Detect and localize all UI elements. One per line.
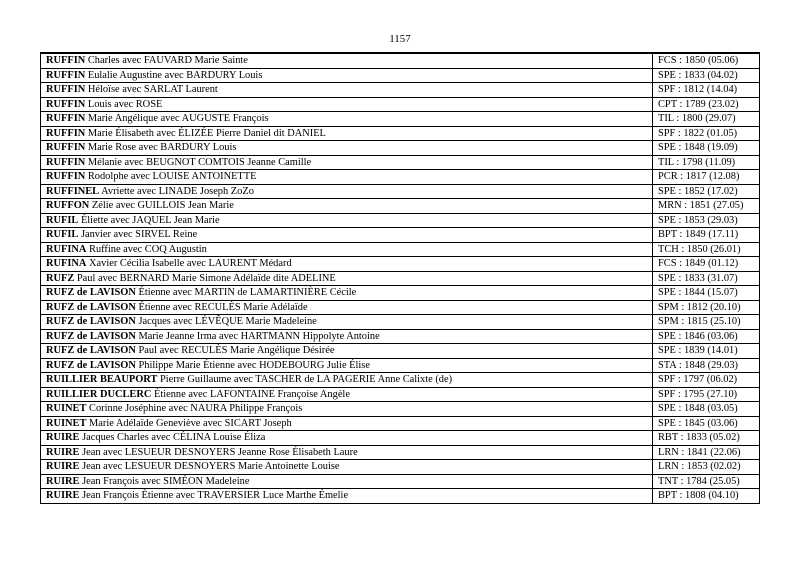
entry-spouses: Mélanie avec BEUGNOT COMTOIS Jeanne Camille <box>87 156 312 168</box>
entry-reference: TIL : 1800 (29.07) <box>653 112 760 127</box>
entry-spouses: Louis avec ROSE <box>87 98 163 110</box>
entry-reference: LRN : 1853 (02.02) <box>653 460 760 475</box>
entry-reference: SPE : 1833 (31.07) <box>653 271 760 286</box>
entry-reference: SPF : 1797 (06.02) <box>653 373 760 388</box>
entry-cell <box>41 344 653 359</box>
entry-cell <box>41 126 653 141</box>
entry-spouses: Jacques avec LÉVÊQUE Marie Madeleine <box>138 316 317 328</box>
entry-surname: RUFFIN <box>46 142 86 154</box>
entry-cell <box>41 300 653 315</box>
entry-spouses: Jean avec LESUEUR DESNOYERS Jeanne Rose Élisabeth Laure <box>82 446 358 458</box>
entry-spouses: Héloïse avec SARLAT Laurent <box>87 84 218 96</box>
entry-cell <box>41 373 653 388</box>
table-row <box>41 126 760 141</box>
entry-reference: SPE : 1844 (15.07) <box>653 286 760 301</box>
entry-reference: MRN : 1851 (27.05) <box>653 199 760 214</box>
table-row <box>41 474 760 489</box>
entry-surname: RUIRE <box>46 461 80 473</box>
entry-surname: RUINET <box>46 417 87 429</box>
entry-reference: TNT : 1784 (25.05) <box>653 474 760 489</box>
entry-surname: RUILLIER DUCLERC <box>46 388 152 400</box>
entry-surname: RUFZ de LAVISON <box>46 345 136 357</box>
entry-surname: RUFZ de LAVISON <box>46 287 136 299</box>
entry-cell <box>41 199 653 214</box>
entry-reference: LRN : 1841 (22.06) <box>653 445 760 460</box>
entry-reference: SPE : 1848 (19.09) <box>653 141 760 156</box>
entry-cell <box>41 97 653 112</box>
entry-cell <box>41 228 653 243</box>
entry-cell <box>41 112 653 127</box>
entry-spouses: Zélie avec GUILLOIS Jean Marie <box>91 200 234 212</box>
entry-reference: STA : 1848 (29.03) <box>653 358 760 373</box>
entry-cell <box>41 402 653 417</box>
entry-cell <box>41 315 653 330</box>
entry-surname: RUFZ <box>46 272 75 284</box>
entry-reference: SPE : 1852 (17.02) <box>653 184 760 199</box>
entry-reference: SPE : 1848 (03.05) <box>653 402 760 417</box>
entry-surname: RUFFIN <box>46 127 86 139</box>
entry-spouses: Marie Adélaïde Geneviève avec SICART Joseph <box>89 417 292 429</box>
table-row <box>41 489 760 504</box>
entry-surname: RUFFIN <box>46 69 86 81</box>
entry-cell <box>41 257 653 272</box>
entry-surname: RUFFIN <box>46 156 86 168</box>
entry-cell <box>41 83 653 98</box>
table-row <box>41 213 760 228</box>
entry-reference: SPE : 1833 (04.02) <box>653 68 760 83</box>
entry-surname: RUFFIN <box>46 171 86 183</box>
entry-reference: SPE : 1845 (03.06) <box>653 416 760 431</box>
entry-cell <box>41 170 653 185</box>
entry-reference: SPF : 1795 (27.10) <box>653 387 760 402</box>
entry-spouses: Paul avec BERNARD Marie Simone Adélaïde dite ADELINE <box>76 272 336 284</box>
entry-reference: FCS : 1849 (01.12) <box>653 257 760 272</box>
entry-cell <box>41 431 653 446</box>
entry-cell <box>41 460 653 475</box>
entry-reference: RBT : 1833 (05.02) <box>653 431 760 446</box>
entry-surname: RUFFIN <box>46 98 86 110</box>
entry-cell <box>41 54 653 69</box>
entry-cell <box>41 242 653 257</box>
table-row <box>41 286 760 301</box>
table-row <box>41 97 760 112</box>
entry-spouses: Avriette avec LINADE Joseph ZoZo <box>101 185 254 197</box>
table-row <box>41 387 760 402</box>
entry-surname: RUIRE <box>46 490 80 502</box>
table-row <box>41 141 760 156</box>
table-row <box>41 199 760 214</box>
table-row <box>41 170 760 185</box>
table-row <box>41 112 760 127</box>
entry-surname: RUFZ de LAVISON <box>46 316 136 328</box>
table-row <box>41 257 760 272</box>
entry-spouses: Marie Angélique avec AUGUSTE François <box>87 113 269 125</box>
table-row <box>41 460 760 475</box>
entry-spouses: Étienne avec RECULÈS Marie Adélaïde <box>138 301 308 313</box>
entry-reference: SPM : 1815 (25.10) <box>653 315 760 330</box>
entry-cell <box>41 155 653 170</box>
entry-spouses: Marie Jeanne Irma avec HARTMANN Hippolyte Antoine <box>138 330 380 342</box>
table-row <box>41 445 760 460</box>
table-row <box>41 416 760 431</box>
entry-cell <box>41 286 653 301</box>
entry-spouses: Étienne avec MARTIN de LAMARTINIÈRE Cécile <box>138 287 357 299</box>
entry-surname: RUFFIN <box>46 55 86 67</box>
entry-cell <box>41 271 653 286</box>
entry-spouses: Marie Rose avec BARDURY Louis <box>87 142 237 154</box>
entry-spouses: Étienne avec LAFONTAINE Françoise Angèle <box>153 388 350 400</box>
entry-cell <box>41 387 653 402</box>
entry-reference: SPE : 1853 (29.03) <box>653 213 760 228</box>
entry-reference: PCR : 1817 (12.08) <box>653 170 760 185</box>
entry-cell <box>41 184 653 199</box>
entry-spouses: Pierre Guillaume avec TASCHER de LA PAGERIE Anne Calixte (de) <box>159 374 453 386</box>
entry-spouses: Éliette avec JAQUEL Jean Marie <box>80 214 220 226</box>
entry-surname: RUINET <box>46 403 87 415</box>
entry-spouses: Ruffine avec COQ Augustin <box>89 243 207 255</box>
table-row <box>41 271 760 286</box>
marriage-register-table <box>40 52 760 504</box>
entry-reference: TIL : 1798 (11.09) <box>653 155 760 170</box>
table-row <box>41 329 760 344</box>
entry-reference: BPT : 1808 (04.10) <box>653 489 760 504</box>
entry-surname: RUFINA <box>46 258 87 270</box>
entry-reference: SPF : 1822 (01.05) <box>653 126 760 141</box>
entry-reference: FCS : 1850 (05.06) <box>653 54 760 69</box>
entry-cell <box>41 416 653 431</box>
entry-spouses: Rodolphe avec LOUISE ANTOINETTE <box>87 171 257 183</box>
entry-surname: RUIRE <box>46 432 80 444</box>
entry-reference: SPF : 1812 (14.04) <box>653 83 760 98</box>
table-row <box>41 431 760 446</box>
table-row <box>41 373 760 388</box>
entry-spouses: Paul avec RECULÈS Marie Angélique Désirée <box>138 345 335 357</box>
entry-reference: CPT : 1789 (23.02) <box>653 97 760 112</box>
entry-surname: RUFIL <box>46 229 79 241</box>
entry-cell <box>41 68 653 83</box>
entry-cell <box>41 358 653 373</box>
entry-cell <box>41 445 653 460</box>
entry-spouses: Jean avec LESUEUR DESNOYERS Marie Antoinette Louise <box>82 461 340 473</box>
table-row <box>41 242 760 257</box>
page-number: 1157 <box>389 33 411 45</box>
entry-spouses: Philippe Marie Étienne avec HODEBOURG Julie Élise <box>138 359 370 371</box>
entry-surname: RUFZ de LAVISON <box>46 359 136 371</box>
table-row <box>41 155 760 170</box>
entry-spouses: Jean François Étienne avec TRAVERSIER Luce Marthe Émelie <box>82 490 349 502</box>
entry-spouses: Xavier Cécilia Isabelle avec LAURENT Médard <box>89 258 292 270</box>
entry-surname: RUIRE <box>46 446 80 458</box>
entry-spouses: Jean François avec SIMÉON Madeleine <box>82 475 250 487</box>
entry-surname: RUFIL <box>46 214 79 226</box>
table-row <box>41 68 760 83</box>
entry-cell <box>41 329 653 344</box>
table-row <box>41 83 760 98</box>
entry-surname: RUFFIN <box>46 84 86 96</box>
entry-cell <box>41 489 653 504</box>
entry-reference: SPM : 1812 (20.10) <box>653 300 760 315</box>
entry-spouses: Charles avec FAUVARD Marie Sainte <box>87 55 248 67</box>
entry-surname: RUILLIER BEAUPORT <box>46 374 158 386</box>
entry-reference: SPE : 1846 (03.06) <box>653 329 760 344</box>
entry-surname: RUFZ de LAVISON <box>46 330 136 342</box>
entry-cell <box>41 213 653 228</box>
entry-reference: TCH : 1850 (26.01) <box>653 242 760 257</box>
entry-cell <box>41 474 653 489</box>
entry-surname: RUFZ de LAVISON <box>46 301 136 313</box>
entry-cell <box>41 141 653 156</box>
table-row <box>41 344 760 359</box>
entry-surname: RUFFON <box>46 200 90 212</box>
entry-spouses: Corinne Joséphine avec NAURA Philippe François <box>89 403 303 415</box>
entry-surname: RUIRE <box>46 475 80 487</box>
entry-surname: RUFINA <box>46 243 87 255</box>
table-row <box>41 54 760 69</box>
entry-reference: BPT : 1849 (17.11) <box>653 228 760 243</box>
table-row <box>41 402 760 417</box>
table-row <box>41 358 760 373</box>
entry-spouses: Jacques Charles avec CÉLINA Louise Éliza <box>82 432 266 444</box>
entry-spouses: Janvier avec SIRVEL Reine <box>80 229 198 241</box>
table-row <box>41 315 760 330</box>
entry-spouses: Eulalie Augustine avec BARDURY Louis <box>87 69 263 81</box>
entry-surname: RUFFINEL <box>46 185 100 197</box>
table-row <box>41 228 760 243</box>
entry-reference: SPE : 1839 (14.01) <box>653 344 760 359</box>
table-row <box>41 300 760 315</box>
register-body <box>41 53 760 504</box>
table-row <box>41 184 760 199</box>
entry-spouses: Marie Élisabeth avec ÉLIZÉE Pierre Daniel dit DANIEL <box>87 127 326 139</box>
entry-surname: RUFFIN <box>46 113 86 125</box>
